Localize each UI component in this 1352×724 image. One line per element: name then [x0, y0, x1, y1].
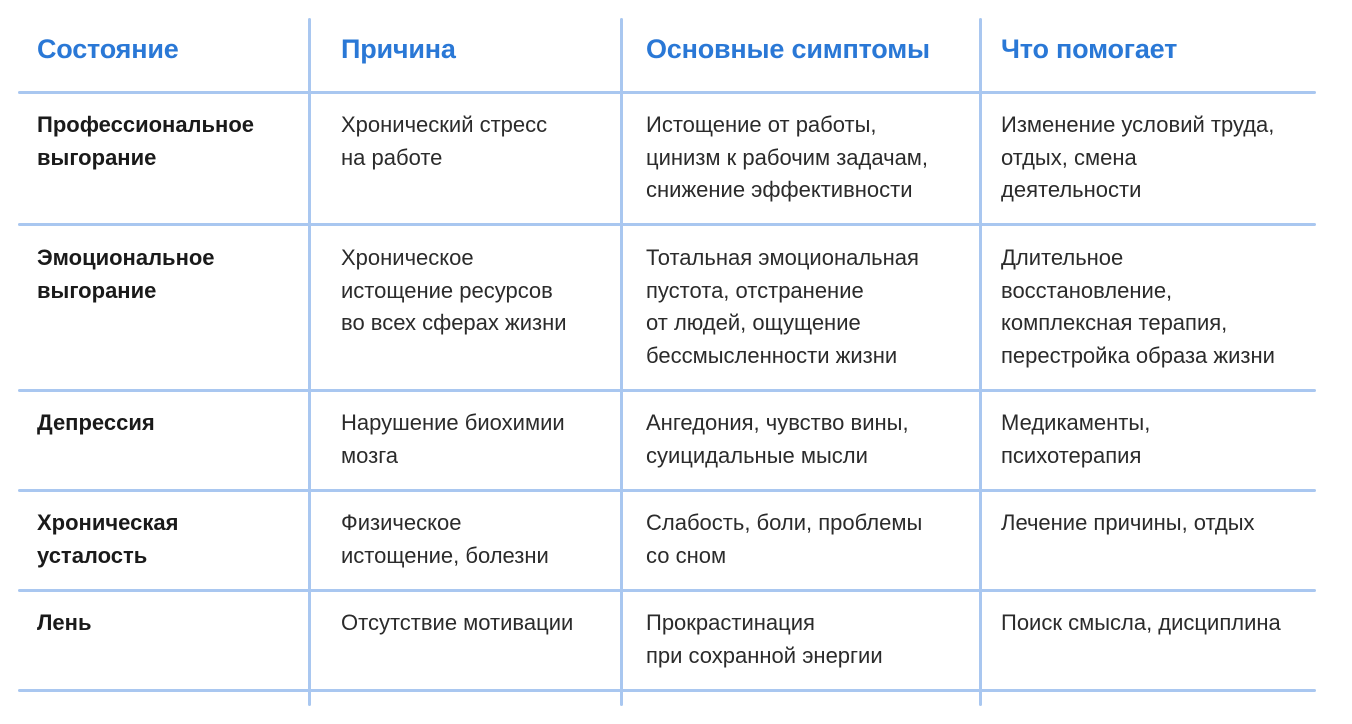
row-2-symptoms: Тотальная эмоциональная пустота, отстранение от людей, ощущение бессмысленности жизни: [646, 245, 919, 368]
table-bottom-border: [18, 689, 1316, 692]
row-4-symptoms: Слабость, боли, проблемы со сном: [646, 510, 923, 568]
row-2-cause: Хроническое истощение ресурсов во всех сферах жизни: [341, 245, 567, 335]
row-2-help: Длительное восстановление, комплексная терапия, перестройка образа жизни: [1001, 245, 1275, 368]
row-divider: [18, 223, 1316, 226]
row-1-symptoms: Истощение от работы, цинизм к рабочим задачам, снижение эффективности: [646, 112, 929, 202]
row-1-cause: Хронический стресс на работе: [341, 112, 548, 170]
row-5-state: Лень: [37, 610, 92, 635]
row-divider: [18, 589, 1316, 592]
row-3-help: Медикаменты, психотерапия: [1001, 410, 1151, 468]
row-5-cause: Отсутствие мотивации: [341, 610, 574, 635]
row-1-state: Профессиональное выгорание: [37, 112, 255, 170]
row-1-help: Изменение условий труда, отдых, смена деятельности: [1001, 112, 1275, 202]
column-divider: [620, 18, 623, 706]
row-3-state: Депрессия: [37, 410, 155, 435]
header-divider: [18, 91, 1316, 94]
row-3-cause: Нарушение биохимии мозга: [341, 410, 565, 468]
row-4-cause: Физическое истощение, болезни: [341, 510, 549, 568]
row-2-state: Эмоциональное выгорание: [37, 245, 215, 303]
row-divider: [18, 489, 1316, 492]
row-3-symptoms: Ангедония, чувство вины, суицидальные мысли: [646, 410, 909, 468]
row-4-state: Хроническая усталость: [37, 510, 179, 568]
header-symptoms: Основные симптомы: [646, 34, 930, 64]
column-divider: [308, 18, 311, 706]
row-5-help: Поиск смысла, дисциплина: [1001, 610, 1281, 635]
header-state: Состояние: [37, 34, 179, 64]
row-4-help: Лечение причины, отдых: [1001, 510, 1255, 535]
header-cause: Причина: [341, 34, 456, 64]
row-5-symptoms: Прокрастинация при сохранной энергии: [646, 610, 883, 668]
row-divider: [18, 389, 1316, 392]
header-help: Что помогает: [1001, 34, 1178, 64]
column-divider: [979, 18, 982, 706]
